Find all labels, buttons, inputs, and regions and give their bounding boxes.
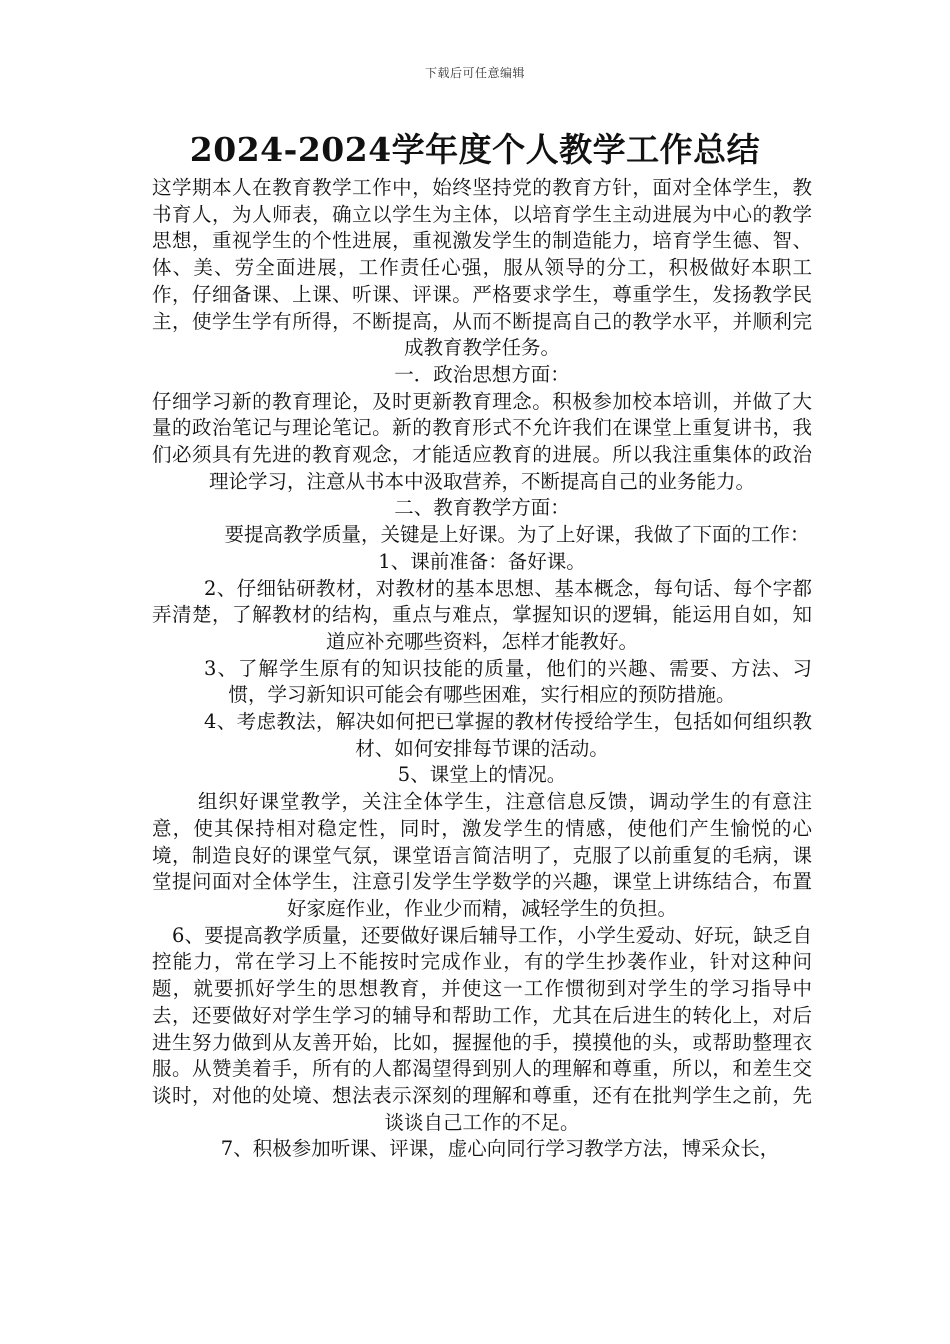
header-note: 下载后可任意编辑	[424, 66, 525, 80]
section-heading-teaching: 二、教育教学方面：	[394, 496, 570, 520]
document-title: 2024-2024学年度个人教学工作总结	[189, 130, 761, 169]
item-1-paragraph: 1、课前准备：备好课。	[378, 549, 586, 573]
teaching-intro-paragraph: 要提高教学质量，关键是上好课。为了上好课，我做了下面的工作：	[224, 523, 810, 547]
item-7-paragraph: 7、积极参加听课、评课，虚心向同行学习教学方法，博采众长，	[220, 1137, 780, 1161]
classroom-paragraph: 组织好课堂教学，关注全体学生，注意信息反馈，调动学生的有意注意，使其保持相对稳定性，同时，激发学生的情感，使他们产生愉悦的心境，制造良好的课堂气氛，课堂语言简洁明了，克服了以前重复的毛病，课堂提问面对全体学生，注意引发学生学数学的兴趣，课堂上讲练结合，布置好家庭作业，作业少而精，减轻学生的负担。	[152, 790, 812, 920]
item-5-paragraph: 5、课堂上的情况。	[397, 763, 567, 787]
intro-paragraph: 这学期本人在教育教学工作中，始终坚持党的教育方针，面对全体学生，教书育人，为人师表，确立以学生为主体，以培育学生主动进展为中心的教学思想，重视学生的个性进展，重视激发学生的制造能力，培育学生德、智、体、美、劳全面进展，工作责任心强，服从领导的分工，积极做好本职工作，仔细备课、上课、听课、评课。严格要求学生，尊重学生，发扬教学民主，使学生学有所得，不断提高，从而不断提高自己的教学水平，并顺利完成教育教学任务。	[152, 176, 812, 360]
document-body	[152, 175, 812, 1163]
item-6-paragraph: 6、要提高教学质量，还要做好课后辅导工作，小学生爱动、好玩，缺乏自控能力，常在学习上不能按时完成作业，有的学生抄袭作业，针对这种问题，就要抓好学生的思想教育，并使这一工作惯彻到对学生的学习指导中去，还要做好对学生学习的辅导和帮助工作，尤其在后进生的转化上，对后进生努力做到从友善开始，比如，握握他的手，摸摸他的头，或帮助整理衣服。从赞美着手，所有的人都渴望得到别人的理解和尊重，所以，和差生交谈时，对他的处境、想法表示深刻的理解和尊重，还有在批判学生之前，先谈谈自己工作的不足。	[152, 923, 812, 1134]
item-2-paragraph: 2、仔细钻研教材，对教材的基本思想、基本概念，每句话、每个字都弄清楚，了解教材的结构，重点与难点，掌握知识的逻辑，能运用自如，知道应补充哪些资料，怎样才能教好。	[152, 576, 812, 653]
item-3-paragraph: 3、了解学生原有的知识技能的质量，他们的兴趣、需要、方法、习惯，学习新知识可能会有哪些困难，实行相应的预防措施。	[204, 656, 812, 707]
section-heading-politics: 一．政治思想方面：	[394, 362, 570, 386]
item-4-paragraph: 4、考虑教法，解决如何把已掌握的教材传授给学生，包括如何组织教材、如何安排每节课的活动。	[204, 710, 812, 760]
politics-paragraph: 仔细学习新的教育理论，及时更新教育理念。积极参加校本培训，并做了大量的政治笔记与理论笔记。新的教育形式不允许我们在课堂上重复讲书，我们必须具有先进的教育观念，才能适应教育的进展。所以我注重集体的政治理论学习，注意从书本中汲取营养，不断提高自己的业务能力。	[152, 389, 812, 493]
